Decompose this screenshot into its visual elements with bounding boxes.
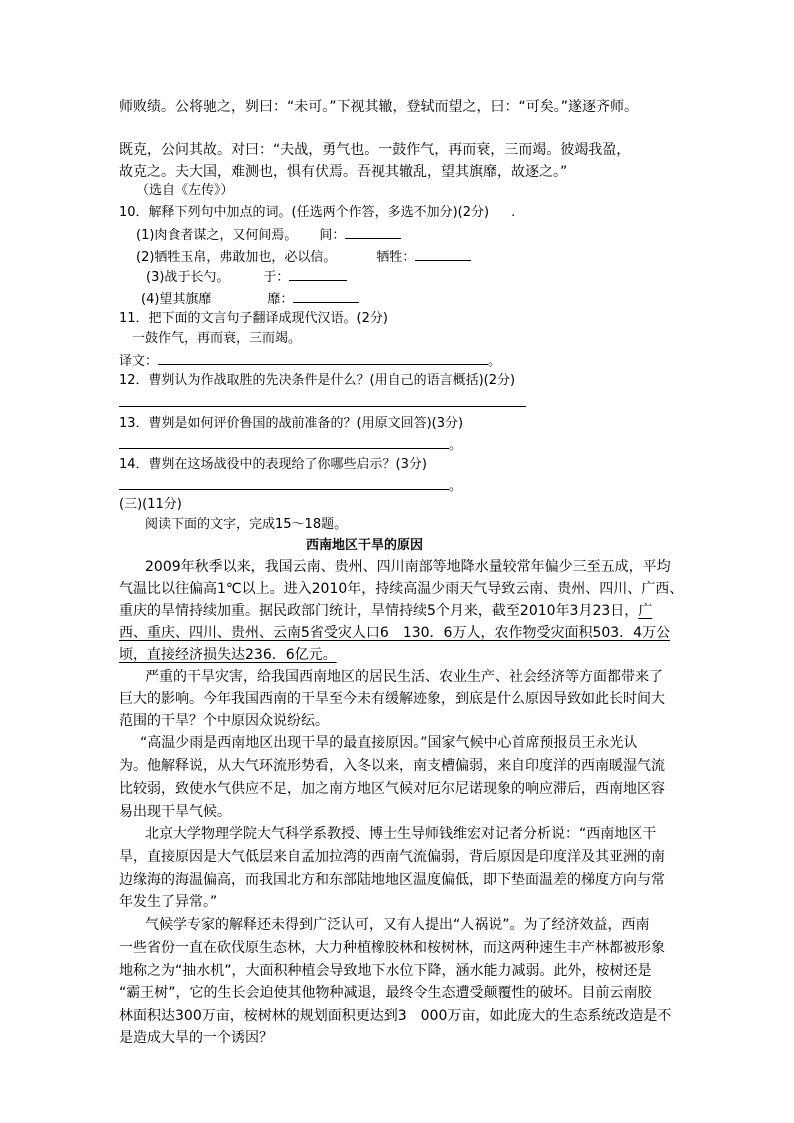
article-p3-line-4: 易出现干旱气候。: [119, 804, 231, 820]
q10-item-3-sentence: (3)战于长勺。: [146, 270, 230, 285]
article-p5-line-2: 一些省份一直在砍伐原生态林，大力种植橡胶林和桉树林，而这两种速生丰产林都被形象: [119, 940, 665, 956]
q10-item-1: [136, 224, 401, 246]
q14-answer-row: [119, 475, 462, 497]
article-p1-line-2: 气温比以往偏高1℃以上。进入2010年，持续高温少雨天气导致云南、贵州、四川、广西、: [119, 581, 684, 597]
q10-item-3: [146, 266, 347, 288]
article-p1-line-1: 2009年秋季以来，我国云南、贵州、四川南部等地降水量较常年偏少三至五成，平均: [145, 559, 671, 575]
q10-item-3-answer-blank[interactable]: [289, 266, 347, 281]
article-p1-line-5: 顷，直接经济损失达236．6亿元。: [119, 647, 337, 663]
article-p2-line-2: 巨大的影响。今年我国西南的干旱至今未有缓解迹象，到底是什么原因导致如此长时间大: [119, 691, 665, 707]
q10-item-1-answer-blank[interactable]: [345, 224, 401, 239]
passage-line-3: 故克之。夫大国，难测也，惧有伏焉。吾视其辙乱，望其旗靡，故逐之。”: [119, 164, 568, 180]
article-p3-line-1: “高温少雨是西南地区出现干旱的最直接原因。”国家气候中心首席预报员王永光认: [140, 735, 638, 751]
q10-item-4-sentence: (4)望其旗靡: [141, 292, 212, 307]
q11-translation-label: 译文：: [119, 354, 159, 369]
q14-prompt: 14．曹刿在这场战役中的表现给了你哪些启示？(3分): [119, 457, 427, 472]
q10-item-1-sentence: (1)肉食者谋之，又何间焉。: [136, 228, 298, 243]
q10-prompt: [119, 203, 515, 223]
q10-item-3-word: 于：: [263, 270, 290, 285]
q13-answer-blank[interactable]: [119, 434, 449, 449]
q10-item-2-answer-blank[interactable]: [415, 246, 471, 261]
section3-header: (三)(11分): [119, 497, 182, 512]
article-p1-line-3: [119, 601, 652, 621]
q11-prompt: 11．把下面的文言句子翻译成现代汉语。(2分): [119, 311, 388, 326]
passage-line-1: 师败绩。公将驰之，刿曰：“未可。”下视其辙，登轼而望之，曰：“可矣。”遂逐齐师。: [119, 99, 639, 115]
q10-item-4-word: 靡：: [267, 292, 294, 307]
article-p4-line-3: 边缘海的海温偏高，而我国北方和东部陆地地区温度偏低，即下垫面温差的梯度方向与常: [119, 872, 665, 888]
article-p2-line-3: 范围的干旱？个中原因众说纷纭。: [119, 713, 329, 729]
article-p1-line-3-text: 重庆的旱情持续加重。据民政部门统计，旱情持续5个月来，截至2010年3月23日，: [119, 603, 639, 619]
q11-translation-blank[interactable]: [158, 350, 488, 365]
passage-source: （选自《左传》）: [136, 183, 234, 198]
q12-answer-line[interactable]: [119, 406, 526, 407]
article-p1-line-3-underlined: 广: [638, 603, 653, 619]
q14-answer-blank[interactable]: [119, 475, 449, 490]
q14-end-mark: 。: [449, 479, 463, 494]
article-p4-line-1: 北京大学物理学院大气科学系教授、博士生导师钱维宏对记者分析说：“西南地区干: [145, 826, 657, 842]
q10-item-4: [141, 288, 359, 310]
q13-prompt: 13．曹刿是如何评价鲁国的战前准备的？(用原文回答)(3分): [119, 416, 464, 431]
article-p1-line-4: 西、重庆、四川、贵州、云南5省受灾人口6 130．6万人，农作物受灾面积503．4万公: [119, 625, 671, 641]
q11-sentence: 一鼓作气，再而衰，三而竭。: [132, 331, 302, 346]
q10-prompt-text: 10．解释下列句中加点的词。(任选两个作答，多选不加分)(2分): [119, 205, 490, 220]
article-title: 西南地区干旱的原因: [306, 538, 424, 553]
section3-instruction: 阅读下面的文字，完成15～18题。: [145, 517, 348, 532]
q10-item-2: [136, 246, 471, 268]
q10-trailing-dot: .: [511, 205, 516, 220]
q11-translation-row: [119, 350, 501, 372]
article-p3-line-2: 为。他解释说，从大气环流形势看，入冬以来，南支槽偏弱，来自印度洋的西南暖湿气流: [119, 758, 665, 774]
article-p2-line-1: 严重的干旱灾害，给我国西南地区的居民生活、农业生产、社会经济等方面都带来了: [145, 669, 663, 685]
q12-prompt: 12．曹刿认为作战取胜的先决条件是什么？(用自己的语言概括)(2分): [119, 373, 516, 388]
q10-item-2-sentence: (2)牺牲玉帛，弗敢加也，必以信。: [136, 250, 337, 265]
article-p4-line-2: 旱，直接原因是大气低层来自孟加拉湾的西南气流偏弱，背后原因是印度洋及其亚洲的南: [119, 849, 665, 865]
q10-item-1-word: 间：: [319, 228, 346, 243]
article-p5-line-6: 是造成大旱的一个诱因？: [119, 1030, 273, 1046]
article-p5-line-1: 气候学专家的解释还未得到广泛认可，又有人提出“人祸说”。为了经济效益，西南: [145, 917, 650, 933]
q13-end-mark: 。: [449, 438, 463, 453]
article-p3-line-3: 比较弱，致使水气供应不足，加之南方地区气候对厄尔尼诺现象的响应滞后，西南地区容: [119, 781, 665, 797]
article-p4-line-4: 年发生了异常。”: [119, 894, 218, 910]
q10-item-4-answer-blank[interactable]: [293, 288, 359, 303]
passage-line-2: 既克，公问其故。对曰：“夫战，勇气也。一鼓作气，再而衰，三而竭。彼竭我盈，: [119, 142, 631, 158]
article-p5-line-3: 地称之为“抽水机”，大面积种植会导致地下水位下降，涵水能力减弱。此外，桉树还是: [119, 963, 652, 979]
q11-end-mark: 。: [488, 354, 502, 369]
article-p5-line-5: 林面积达300万亩，桉树林的规划面积更达到3 000万亩，如此庞大的生态系统改造是不: [119, 1008, 672, 1024]
article-p5-line-4: “霸王树”，它的生长会迫使其他物种减退，最终令生态遭受颠覆性的破坏。目前云南胶: [119, 985, 652, 1001]
q10-item-2-word: 牺牲：: [376, 250, 416, 265]
q13-answer-row: [119, 434, 462, 456]
